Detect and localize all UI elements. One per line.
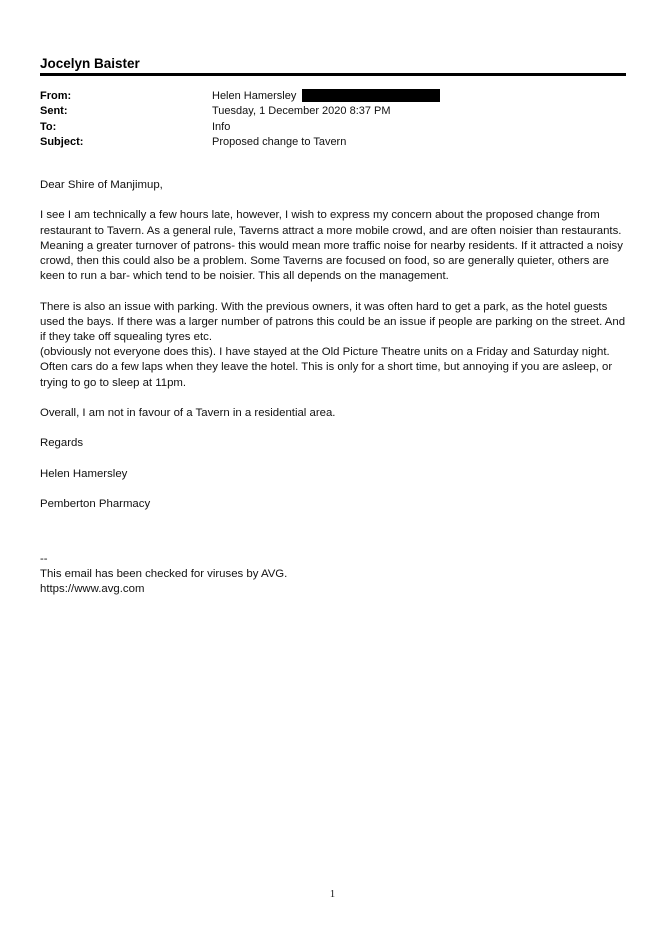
closing: Regards xyxy=(40,437,84,450)
paragraph-conclusion: Overall, I am not in favour of a Tavern in a residential area. xyxy=(40,407,336,419)
redaction-block xyxy=(302,89,440,102)
antivirus-footer xyxy=(40,552,287,598)
signature-name: Helen Hamersley xyxy=(40,467,128,480)
paragraph-noise-concern: I see I am technically a few hours late, however, I wish to express my concern about the proposed change from restaurant to Tavern. As a general rule, Taverns attract a more mobile crowd, and are often noisier than restaurants. Meaning a greater turnover of patrons- this would mean more traffic noise for nearby residents. If it attracted a noisy crowd, then this could also be a problem. Some Taverns are focused on food, so are generally quieter, others are keen to run a bar- which tend to be noisier. This all depends on the management. xyxy=(40,209,623,283)
mailbox-owner-name: Jocelyn Baister xyxy=(40,56,140,71)
to-value: Info xyxy=(212,120,231,133)
page-number: 1 xyxy=(329,889,336,900)
from-label: From: xyxy=(40,89,72,102)
paragraph-parking-issue: There is also an issue with parking. With the previous owners, it was often hard to get a park, as the hotel guests used the bays. If there was a larger number of patrons this could be an issue if people are parking on the street. And if they take off squealing tyres etc. xyxy=(40,300,626,343)
sent-row xyxy=(40,104,626,120)
header-divider xyxy=(40,73,626,76)
subject-value: Proposed change to Tavern xyxy=(212,136,347,149)
subject-row xyxy=(40,135,626,151)
sent-label: Sent: xyxy=(40,105,68,118)
sent-value: Tuesday, 1 December 2020 8:37 PM xyxy=(212,105,391,118)
from-name: Helen Hamersley xyxy=(212,89,297,102)
subject-label: Subject: xyxy=(40,136,84,149)
email-header-fields xyxy=(40,88,626,150)
paragraph-traffic-note: (obviously not everyone does this). I have stayed at the Old Picture Theatre units on a Friday and Saturday night. Often cars do a few laps when they leave the hotel. This is only for a short time, but annoying if you are asleep, or trying to go to sleep at 11pm. xyxy=(40,346,613,389)
email-body xyxy=(40,178,630,528)
footer-link[interactable]: https://www.avg.com xyxy=(40,583,145,596)
footer-virus-check: This email has been checked for viruses by AVG. xyxy=(40,568,288,581)
to-label: To: xyxy=(40,120,57,133)
from-row xyxy=(40,88,626,104)
from-value xyxy=(212,89,440,102)
to-row xyxy=(40,119,626,135)
signature-organisation: Pemberton Pharmacy xyxy=(40,498,151,511)
greeting: Dear Shire of Manjimup, xyxy=(40,179,163,191)
footer-separator: -- xyxy=(40,553,48,565)
